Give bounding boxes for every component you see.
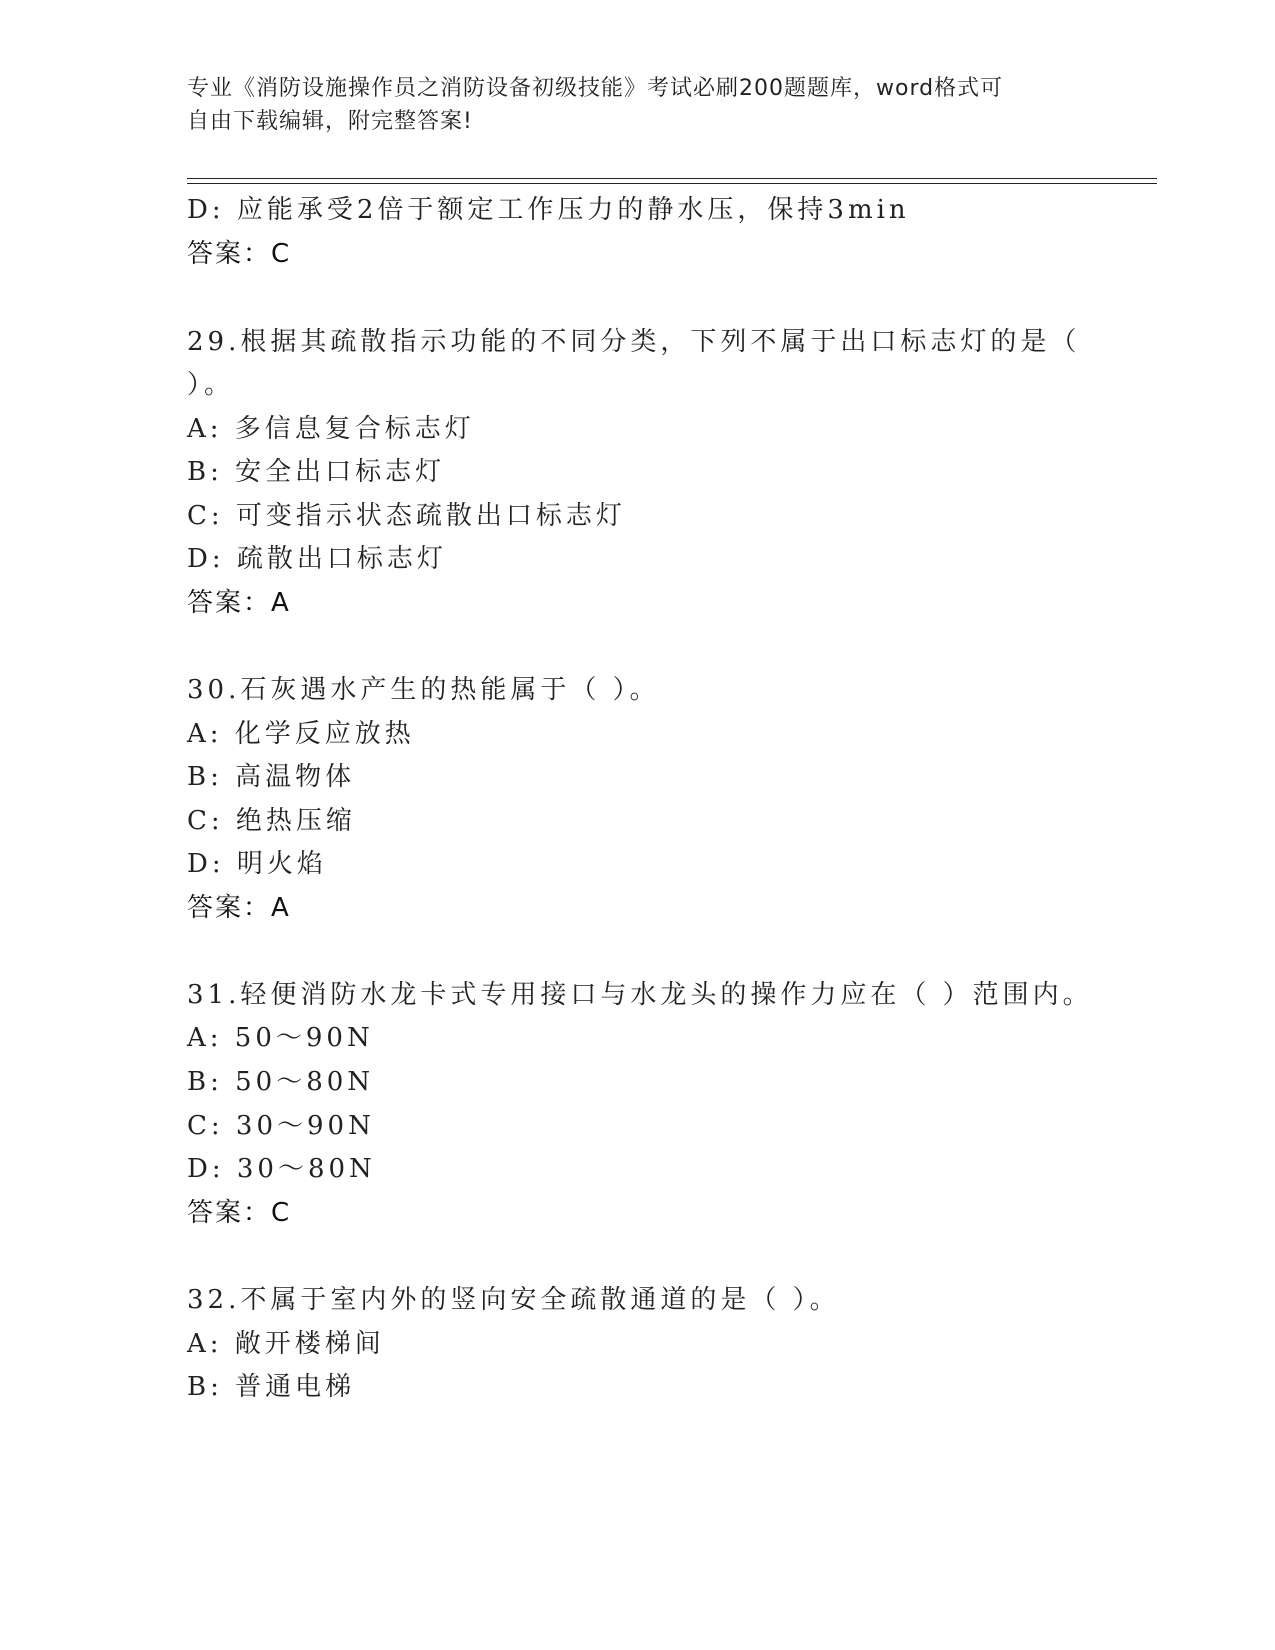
question-30-option-c: C: 绝热压缩 <box>187 806 356 836</box>
question-31-option-d: D: 30～80N <box>187 1154 376 1184</box>
question-29-answer: 答案：A <box>187 588 291 618</box>
question-29-option-c: C: 可变指示状态疏散出口标志灯 <box>187 501 626 531</box>
header-divider-top <box>187 178 1157 179</box>
header-line-2: 自由下载编辑，附完整答案! <box>187 109 473 134</box>
question-30-option-b: B: 高温物体 <box>187 762 356 792</box>
question-30-stem: 30.石灰遇水产生的热能属于（ ）。 <box>187 675 660 705</box>
question-30-option-a: A: 化学反应放热 <box>187 719 415 749</box>
question-30-option-d: D: 明火焰 <box>187 849 327 879</box>
header-line-1: 专业《消防设施操作员之消防设备初级技能》考试必刷200题题库，word格式可 <box>187 76 1004 101</box>
question-31-stem: 31.轻便消防水龙卡式专用接口与水龙头的操作力应在（ ）范围内。 <box>187 980 1093 1010</box>
header-divider-bottom <box>187 183 1157 184</box>
question-31-option-b: B: 50～80N <box>187 1067 375 1097</box>
prev-answer: 答案：C <box>187 239 292 269</box>
question-31-option-c: C: 30～90N <box>187 1111 375 1141</box>
prev-option-d: D: 应能承受2倍于额定工作压力的静水压，保持3min <box>187 195 910 225</box>
question-29-stem: 29.根据其疏散指示功能的不同分类，下列不属于出口标志灯的是（ <box>187 327 1081 357</box>
question-29-option-a: A: 多信息复合标志灯 <box>187 414 475 444</box>
question-29-option-d: D: 疏散出口标志灯 <box>187 544 447 574</box>
question-32-option-a: A: 敞开楼梯间 <box>187 1329 385 1359</box>
question-29-stem-cont: ）。 <box>187 370 235 400</box>
question-30-answer: 答案：A <box>187 893 291 923</box>
document-header <box>187 72 1067 138</box>
question-32-option-b: B: 普通电梯 <box>187 1372 356 1402</box>
question-32-stem: 32.不属于室内外的竖向安全疏散通道的是（ ）。 <box>187 1285 840 1315</box>
question-31-option-a: A: 50～90N <box>187 1023 374 1053</box>
question-31-answer: 答案：C <box>187 1198 292 1228</box>
question-29-option-b: B: 安全出口标志灯 <box>187 457 446 487</box>
